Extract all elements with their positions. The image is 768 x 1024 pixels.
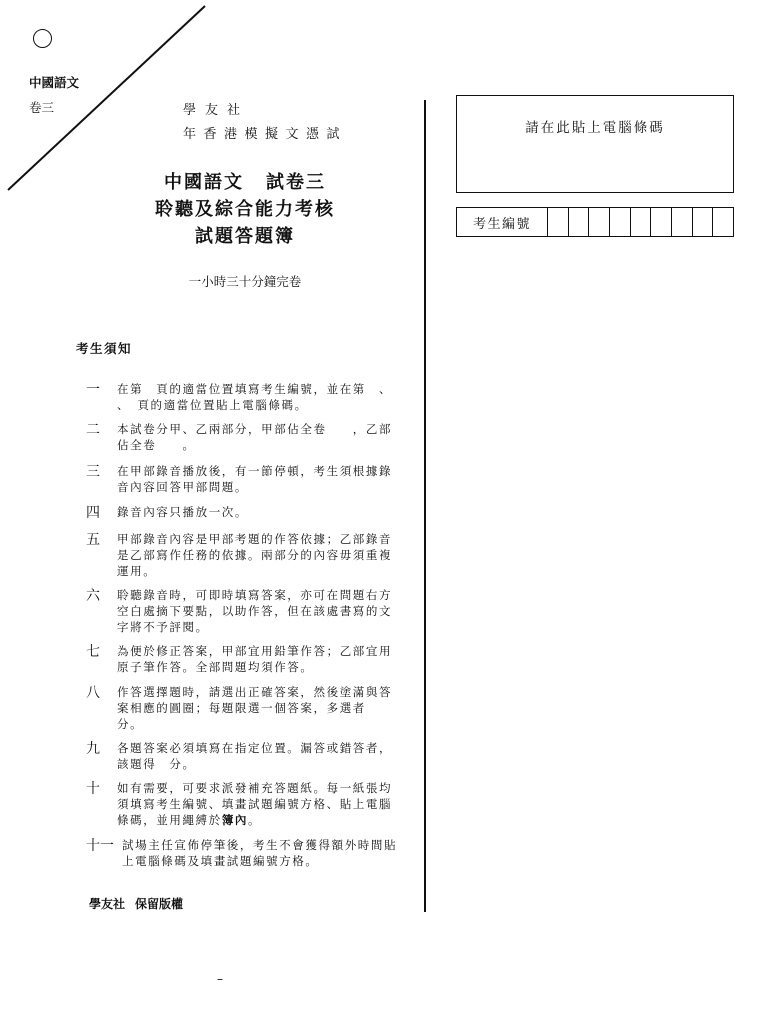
corner-subject-label: 中國語文 bbox=[29, 75, 80, 90]
instruction-text: 試場主任宣佈停筆後，考生不會獲得額外時間貼上電腦條碼及填畫試題編號方格。 bbox=[122, 838, 398, 868]
candidate-number-cell[interactable] bbox=[713, 208, 733, 236]
barcode-sticker-area bbox=[456, 95, 734, 193]
instruction-number: 十 bbox=[86, 781, 100, 797]
instruction-number: 六 bbox=[86, 588, 100, 604]
instruction-number: 四 bbox=[86, 505, 100, 521]
instruction-bold-text: 簿內 bbox=[221, 813, 249, 827]
instruction-text: 在甲部錄音播放後，有一節停頓，考生須根據錄音內容回答甲部問題。 bbox=[117, 464, 393, 494]
exam-name: 年香港模擬文憑試 bbox=[183, 127, 348, 142]
title-paper: 試卷三 bbox=[266, 172, 326, 193]
instruction-number: 三 bbox=[86, 464, 100, 480]
candidate-number-label: 考生編號 bbox=[457, 208, 548, 236]
candidate-number-cell[interactable] bbox=[651, 208, 672, 236]
candidate-number-cell[interactable] bbox=[548, 208, 569, 236]
corner-paper-label: 卷三 bbox=[29, 100, 55, 115]
column-divider bbox=[424, 100, 426, 912]
candidate-number-cell[interactable] bbox=[610, 208, 631, 236]
instruction-text: 本試卷分甲、乙兩部分，甲部佔全卷 ，乙部佔全卷 。 bbox=[117, 422, 393, 452]
candidate-number-cell[interactable] bbox=[631, 208, 652, 236]
title-line-2: 聆聽及綜合能力考核 bbox=[155, 199, 335, 220]
copyright-owner: 學友社 bbox=[89, 897, 126, 911]
exam-duration: 一小時三十分鐘完卷 bbox=[188, 274, 302, 289]
instruction-text: 為便於修正答案，甲部宜用鉛筆作答；乙部宜用原子筆作答。全部問題均須作答。 bbox=[117, 644, 393, 674]
title-line-1 bbox=[75, 168, 415, 194]
instruction-number: 五 bbox=[86, 532, 100, 548]
candidate-number-box bbox=[456, 207, 734, 237]
instruction-number: 八 bbox=[86, 685, 100, 701]
candidate-number-cell[interactable] bbox=[589, 208, 610, 236]
title-subject: 中國語文 bbox=[164, 172, 244, 193]
notes-heading: 考生須知 bbox=[76, 341, 133, 356]
instruction-text: 甲部錄音內容是甲部考題的作答依據；乙部錄音是乙部寫作任務的依據。兩部分的內容毋須重複運用。 bbox=[117, 532, 393, 578]
instruction-text: 在第 頁的適當位置填寫考生編號，並在第 、 、 頁的適當位置貼上電腦條碼。 bbox=[117, 382, 400, 412]
instruction-text: 各題答案必須填寫在指定位置。漏答或錯答者，該題得 分。 bbox=[117, 741, 393, 771]
instruction-text: 錄音內容只播放一次。 bbox=[117, 505, 248, 519]
publisher-name: 學友社 bbox=[183, 103, 250, 118]
barcode-label: 請在此貼上電腦條碼 bbox=[525, 120, 665, 136]
candidate-number-cell[interactable] bbox=[672, 208, 693, 236]
instruction-text: 聆聽錄音時，可即時填寫答案，亦可在問題右方空白處摘下要點，以助作答，但在該處書寫的文字將不予評閱。 bbox=[117, 588, 393, 634]
instruction-text-part: 如有需要，可要求派發補充答題紙。每一紙張均須填寫考生編號、填畫試題編號方格、貼上電腦條碼，並用繩縛於 bbox=[117, 781, 393, 827]
instruction-number: 二 bbox=[86, 422, 100, 438]
instruction-number: 七 bbox=[86, 644, 100, 660]
title-line-3: 試題答題簿 bbox=[195, 226, 295, 247]
instruction-number: 一 bbox=[86, 382, 100, 398]
candidate-number-cell[interactable] bbox=[569, 208, 590, 236]
candidate-number-cell[interactable] bbox=[693, 208, 714, 236]
instruction-number: 九 bbox=[86, 741, 100, 757]
instruction-text-part: 。 bbox=[248, 813, 262, 827]
copyright-rights: 保留版權 bbox=[135, 897, 184, 911]
instruction-text: 作答選擇題時，請選出正確答案，然後塗滿與答案相應的圓圈；每題限選一個答案，多選者 分。 bbox=[117, 685, 393, 731]
page-mark: – bbox=[217, 972, 223, 986]
instruction-number: 十一 bbox=[86, 838, 114, 854]
instruction-text bbox=[117, 780, 394, 828]
copyright-notice bbox=[89, 895, 183, 912]
